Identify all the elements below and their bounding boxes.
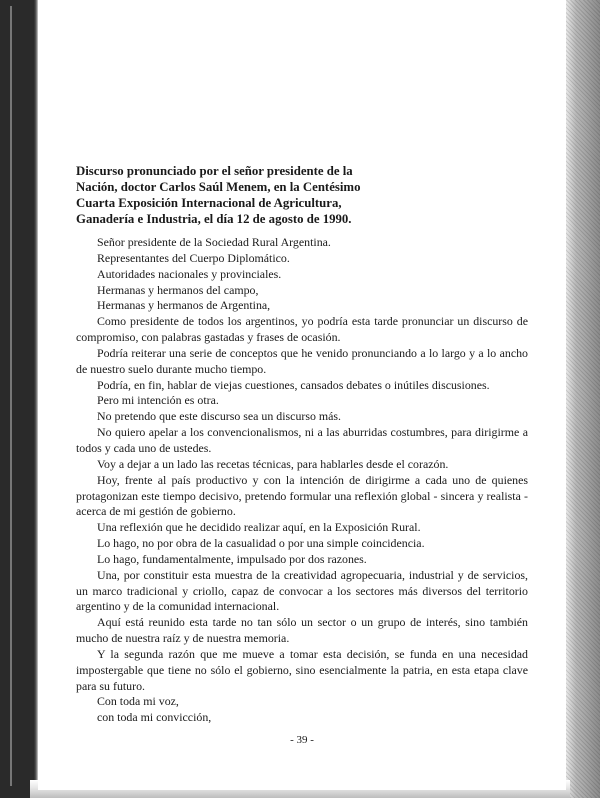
paragraph: con toda mi convicción, bbox=[97, 710, 212, 725]
paragraph: Con toda mi voz, bbox=[97, 694, 179, 709]
speech-title: Discurso pronunciado por el señor presidente de la Nación, doctor Carlos Saúl Menem, en la Centésimo Cuarta Exposición Internacional de Agricultura, Ganadería e Industria, el día 12 de agosto de 1990. bbox=[76, 164, 361, 226]
scan-left-edge bbox=[0, 0, 38, 798]
paragraph: Hermanas y hermanos del campo, bbox=[97, 282, 259, 297]
paragraph: Pero mi intención es otra. bbox=[97, 393, 219, 408]
paragraph: Una, por constituir esta muestra de la creatividad agropecuaria, industrial y de servicios, un marco tradicional y criollo, capaz de convocar a los sectores más diversos del territorio argentino y de la comunidad internacional. bbox=[76, 567, 528, 614]
paragraph: No quiero apelar a los convencionalismos, ni a las aburridas costumbres, para dirigirme a todos y cada uno de ustedes. bbox=[76, 425, 528, 455]
paragraph: Podría reiterar una serie de conceptos que he venido pronunciando a lo largo y a lo ancho de nuestro suelo durante mucho tiempo. bbox=[76, 345, 528, 376]
paragraph: No pretendo que este discurso sea un discurso más. bbox=[97, 409, 342, 424]
paragraph: Como presidente de todos los argentinos, yo podría esta tarde pronunciar un discurso de compromiso, con palabras gastadas y frases de ocasión. bbox=[76, 314, 528, 345]
paragraph: Hoy, frente al país productivo y con la intención de dirigirme a cada uno de quienes protagonizan este tiempo decisivo, pretendo formular una reflexión global - sincera y realista - acerca de mi gestión de gobierno. bbox=[76, 472, 528, 519]
paragraph: Aquí está reunido esta tarde no tan sólo un sector o un grupo de interés, sino también mucho de nuestra raíz y de nuestra memoria. bbox=[76, 615, 528, 646]
paragraph: Lo hago, fundamentalmente, impulsado por dos razones. bbox=[97, 551, 367, 566]
document-page bbox=[38, 0, 566, 790]
page-number: - 39 - bbox=[290, 734, 314, 746]
paragraph: Una reflexión que he decidido realizar aquí, en la Exposición Rural. bbox=[97, 520, 421, 535]
paragraph: Y la segunda razón que me mueve a tomar esta decisión, se funda en una necesidad impostergable que tiene no sólo el gobierno, sino esencialmente la patria, en esta etapa clave para su futuro. bbox=[76, 646, 528, 693]
paragraph: Señor presidente de la Sociedad Rural Argentina. bbox=[97, 235, 331, 249]
paragraph: Representantes del Cuerpo Diplomático. bbox=[97, 250, 290, 265]
paragraph: Voy a dejar a un lado las recetas técnicas, para hablarles desde el corazón. bbox=[97, 456, 449, 471]
speech-body bbox=[76, 235, 528, 726]
paragraph: Autoridades nacionales y provinciales. bbox=[97, 266, 282, 281]
paragraph: Lo hago, no por obra de la casualidad o por una simple coincidencia. bbox=[97, 536, 425, 551]
paragraph: Hermanas y hermanos de Argentina, bbox=[97, 298, 271, 313]
scan-right-edge bbox=[566, 0, 600, 798]
paragraph: Podría, en fin, hablar de viejas cuestiones, cansados debates o inútiles discusiones. bbox=[97, 377, 490, 392]
